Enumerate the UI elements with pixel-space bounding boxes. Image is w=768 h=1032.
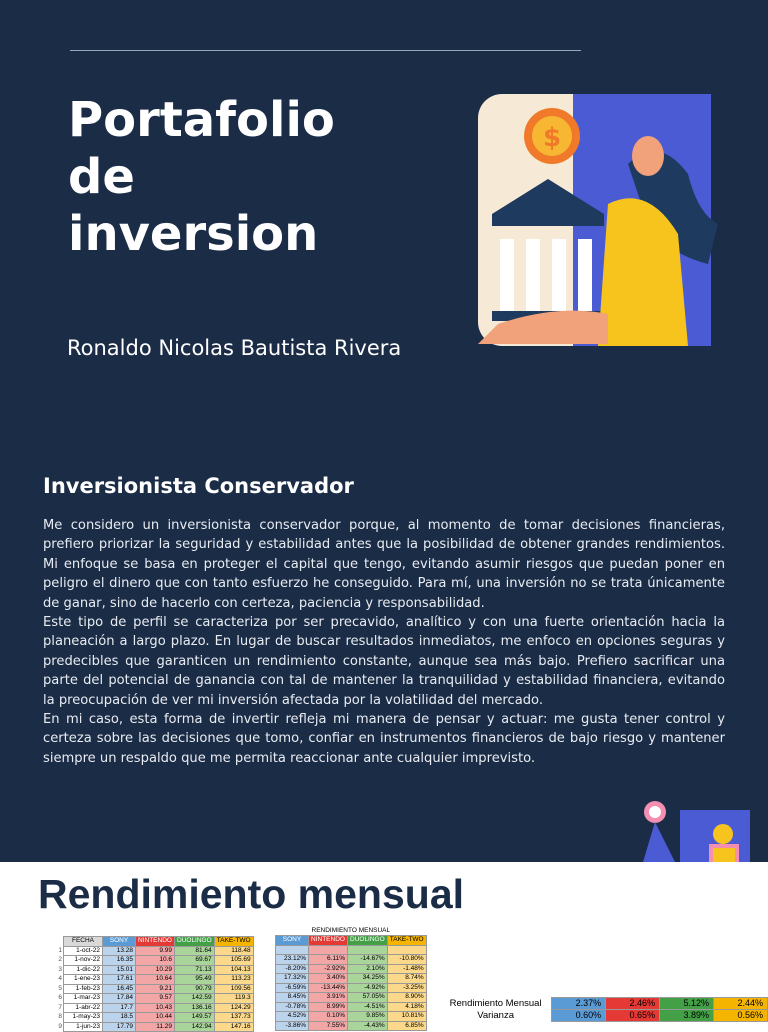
cell-duolingo: 90.79 — [175, 984, 215, 994]
prices-row — [52, 946, 253, 956]
cell-fecha: 1-feb-23 — [64, 984, 103, 994]
returns-header-sony: SONY — [276, 936, 309, 946]
returns-caption: RENDIMIENTO MENSUAL — [311, 926, 391, 934]
cell-take-two: 147.16 — [214, 1022, 253, 1032]
prices-row — [52, 975, 253, 985]
cell-duolingo: 136.16 — [175, 1003, 215, 1013]
cell-nintendo: 10.43 — [136, 1003, 175, 1013]
header-nintendo: NINTENDO — [136, 937, 175, 947]
cell-fecha: 1-ene-23 — [64, 975, 103, 985]
cell-nintendo: 9.21 — [136, 984, 175, 994]
prices-table — [52, 936, 254, 1032]
profile-description — [43, 516, 725, 768]
return-duolingo: -14.67% — [348, 955, 388, 965]
returns-body — [276, 945, 427, 1031]
return-duolingo: 57.05% — [348, 993, 388, 1003]
returns-row — [276, 983, 427, 993]
return-sony: 23.12% — [276, 955, 309, 965]
cell-take-two: 109.56 — [214, 984, 253, 994]
page-title — [68, 92, 335, 263]
cell-sony: 17.61 — [103, 975, 136, 985]
returns-row — [276, 955, 427, 965]
cell-take-two: 124.29 — [214, 1003, 253, 1013]
stat-nintendo: 2.46% — [606, 998, 660, 1010]
header-take-two: TAKE-TWO — [214, 937, 253, 947]
return-duolingo: -4.43% — [348, 1021, 388, 1031]
profile-paragraph-1: Me considero un inversionista conservador porque, al momento de tomar decisiones financieras, prefiero priorizar la seguridad y estabilidad antes que la posibilidad de obtener grandes rendimientos. Mi enfoque se basa en proteger el capital que tengo, evitando asumir riesgos que puedan poner en peligro el dinero que con tanto esfuerzo he conseguido. Para mí, una inversión no se trata únicamente de ganar, sino de hacerlo con certeza, paciencia y responsabilidad. — [43, 518, 725, 611]
return-duolingo: 9.85% — [348, 1012, 388, 1022]
return-take-two: -10.80% — [387, 955, 426, 965]
return-nintendo: 7.55% — [309, 1021, 348, 1031]
summary-stats-body — [440, 998, 768, 1022]
stat-nintendo: 0.65% — [606, 1010, 660, 1022]
row-number: 4 — [58, 975, 62, 983]
cell-sony: 17.7 — [103, 1003, 136, 1013]
cell-duolingo: 142.59 — [175, 994, 215, 1004]
returns-row — [276, 964, 427, 974]
cell-sony: 17.79 — [103, 1022, 136, 1032]
row-number: 1 — [58, 946, 62, 954]
returns-caption-row — [276, 926, 427, 936]
stat-duolingo: 5.12% — [660, 998, 714, 1010]
cell-duolingo: 149.57 — [175, 1013, 215, 1023]
return-nintendo: 0.10% — [309, 1012, 348, 1022]
cell-fecha: 1-dic-22 — [64, 965, 103, 975]
return-sony: 4.52% — [276, 1012, 309, 1022]
cell-fecha: 1-mar-23 — [64, 994, 103, 1004]
row-number: 9 — [58, 1022, 62, 1030]
return-sony: -6.59% — [276, 983, 309, 993]
return-sony: 8.45% — [276, 993, 309, 1003]
title-line-1: Portafolio — [68, 92, 335, 148]
cell-fecha: 1-may-23 — [64, 1013, 103, 1023]
cell-sony: 15.01 — [103, 965, 136, 975]
cell-take-two: 113.23 — [214, 975, 253, 985]
return-nintendo: 6.11% — [309, 955, 348, 965]
stat-label: Rendimiento Mensual — [449, 998, 542, 1009]
cell-nintendo: 10.44 — [136, 1013, 175, 1023]
stat-duolingo: 3.89% — [660, 1010, 714, 1022]
returns-header-duolingo: DUOLINGO — [348, 936, 388, 946]
cell-nintendo: 9.99 — [136, 946, 175, 956]
summary-stats-table — [440, 997, 768, 1022]
row-number: 3 — [58, 965, 62, 973]
return-duolingo: -4.92% — [348, 983, 388, 993]
row-number: 2 — [58, 956, 62, 964]
return-nintendo: -13.44% — [309, 983, 348, 993]
return-sony — [276, 945, 309, 955]
prices-header-row — [52, 937, 253, 947]
return-take-two: 8.74% — [387, 974, 426, 984]
returns-row — [276, 945, 427, 955]
cell-fecha: 1-oct-22 — [64, 946, 103, 956]
cell-fecha: 1-jun-23 — [64, 1022, 103, 1032]
returns-header-row — [276, 936, 427, 946]
return-duolingo: -4.51% — [348, 1002, 388, 1012]
cell-duolingo: 142.94 — [175, 1022, 215, 1032]
return-take-two: -3.25% — [387, 983, 426, 993]
cell-duolingo: 71.13 — [175, 965, 215, 975]
return-duolingo: 2.10% — [348, 964, 388, 974]
return-sony: 17.32% — [276, 974, 309, 984]
title-divider — [70, 50, 581, 51]
return-take-two: 10.81% — [387, 1012, 426, 1022]
header-fecha: FECHA — [64, 937, 103, 947]
prices-row — [52, 1003, 253, 1013]
cell-take-two: 137.73 — [214, 1013, 253, 1023]
returns-row — [276, 1021, 427, 1031]
monthly-title: Rendimiento mensual — [38, 871, 465, 917]
returns-table — [275, 926, 427, 1031]
svg-text:$: $ — [542, 123, 562, 153]
coin-holder-illustration-icon — [635, 798, 768, 862]
return-nintendo: 3.91% — [309, 993, 348, 1003]
profile-paragraph-3: En mi caso, esta forma de invertir refleja mi manera de pensar y actuar: me gusta tener control y certeza sobre las decisiones que tomo, confiar en instrumentos financieros de bajo riesgo y mantener siempre un respaldo que me permita reaccionar ante cualquier imprevisto. — [43, 712, 725, 766]
header-sony: SONY — [103, 937, 136, 947]
return-nintendo: -2.92% — [309, 964, 348, 974]
profile-heading: Inversionista Conservador — [43, 474, 354, 498]
row-number-header — [52, 937, 64, 947]
return-sony: -0.78% — [276, 1002, 309, 1012]
return-duolingo — [348, 945, 388, 955]
cell-nintendo: 11.29 — [136, 1022, 175, 1032]
return-nintendo — [309, 945, 348, 955]
return-take-two — [387, 945, 426, 955]
cell-sony: 13.28 — [103, 946, 136, 956]
stats-row — [440, 998, 768, 1010]
stat-take-two: 0.56% — [714, 1010, 768, 1022]
cell-duolingo: 81.64 — [175, 946, 215, 956]
prices-row — [52, 965, 253, 975]
return-take-two: -1.48% — [387, 964, 426, 974]
row-number: 7 — [58, 1003, 62, 1011]
returns-row — [276, 993, 427, 1003]
title-line-2: de — [68, 149, 135, 205]
return-nintendo: 3.40% — [309, 974, 348, 984]
cell-nintendo: 10.6 — [136, 956, 175, 966]
cell-sony: 16.35 — [103, 956, 136, 966]
cell-take-two: 104.13 — [214, 965, 253, 975]
prices-row — [52, 956, 253, 966]
header-duolingo: DUOLINGO — [175, 937, 215, 947]
returns-row — [276, 1002, 427, 1012]
prices-row — [52, 984, 253, 994]
returns-header-take-two: TAKE-TWO — [387, 936, 426, 946]
row-number: 5 — [58, 984, 62, 992]
return-sony: -3.86% — [276, 1021, 309, 1031]
cell-nintendo: 10.29 — [136, 965, 175, 975]
title-line-3: inversion — [68, 206, 319, 262]
prices-row — [52, 1013, 253, 1023]
profile-paragraph-2: Este tipo de perfil se caracteriza por ser precavido, analítico y con una fuerte orientación hacia la planeación a largo plazo. En lugar de buscar resultados inmediatos, me enfoco en opciones seguras y predecibles que garanticen un rendimiento constante, aunque sea más bajo. Prefiero sacrificar una parte del potencial de ganancia con tal de mantener la tranquilidad y estabilidad financiera, evitando la preocupación de ver mi inversión afectada por la volatilidad del mercado. — [43, 615, 725, 708]
stat-label: Varianza — [477, 1010, 514, 1021]
row-number: 6 — [58, 994, 62, 1002]
cell-sony: 18.5 — [103, 1013, 136, 1023]
return-sony: -8.20% — [276, 964, 309, 974]
prices-row — [52, 994, 253, 1004]
cell-nintendo: 9.57 — [136, 994, 175, 1004]
author-name: Ronaldo Nicolas Bautista Rivera — [67, 336, 402, 360]
stats-row — [440, 1010, 768, 1022]
cell-duolingo: 69.67 — [175, 956, 215, 966]
investor-illustration-icon — [478, 94, 711, 346]
cell-fecha: 1-nov-22 — [64, 956, 103, 966]
return-take-two: 4.18% — [387, 1002, 426, 1012]
return-duolingo: 34.25% — [348, 974, 388, 984]
return-nintendo: 8.99% — [309, 1002, 348, 1012]
stat-sony: 2.37% — [552, 998, 606, 1010]
stat-take-two: 2.44% — [714, 998, 768, 1010]
returns-header-nintendo: NINTENDO — [309, 936, 348, 946]
prices-row — [52, 1022, 253, 1032]
returns-row — [276, 1012, 427, 1022]
prices-body — [52, 946, 253, 1032]
return-take-two: 6.85% — [387, 1021, 426, 1031]
stat-sony: 0.60% — [552, 1010, 606, 1022]
cell-duolingo: 95.49 — [175, 975, 215, 985]
cell-take-two: 118.48 — [214, 946, 253, 956]
cell-fecha: 1-abr-22 — [64, 1003, 103, 1013]
row-number: 8 — [58, 1013, 62, 1021]
cell-take-two: 119.3 — [214, 994, 253, 1004]
cell-sony: 16.45 — [103, 984, 136, 994]
returns-row — [276, 974, 427, 984]
cell-sony: 17.84 — [103, 994, 136, 1004]
return-take-two: 8.90% — [387, 993, 426, 1003]
cell-nintendo: 10.64 — [136, 975, 175, 985]
cell-take-two: 105.69 — [214, 956, 253, 966]
